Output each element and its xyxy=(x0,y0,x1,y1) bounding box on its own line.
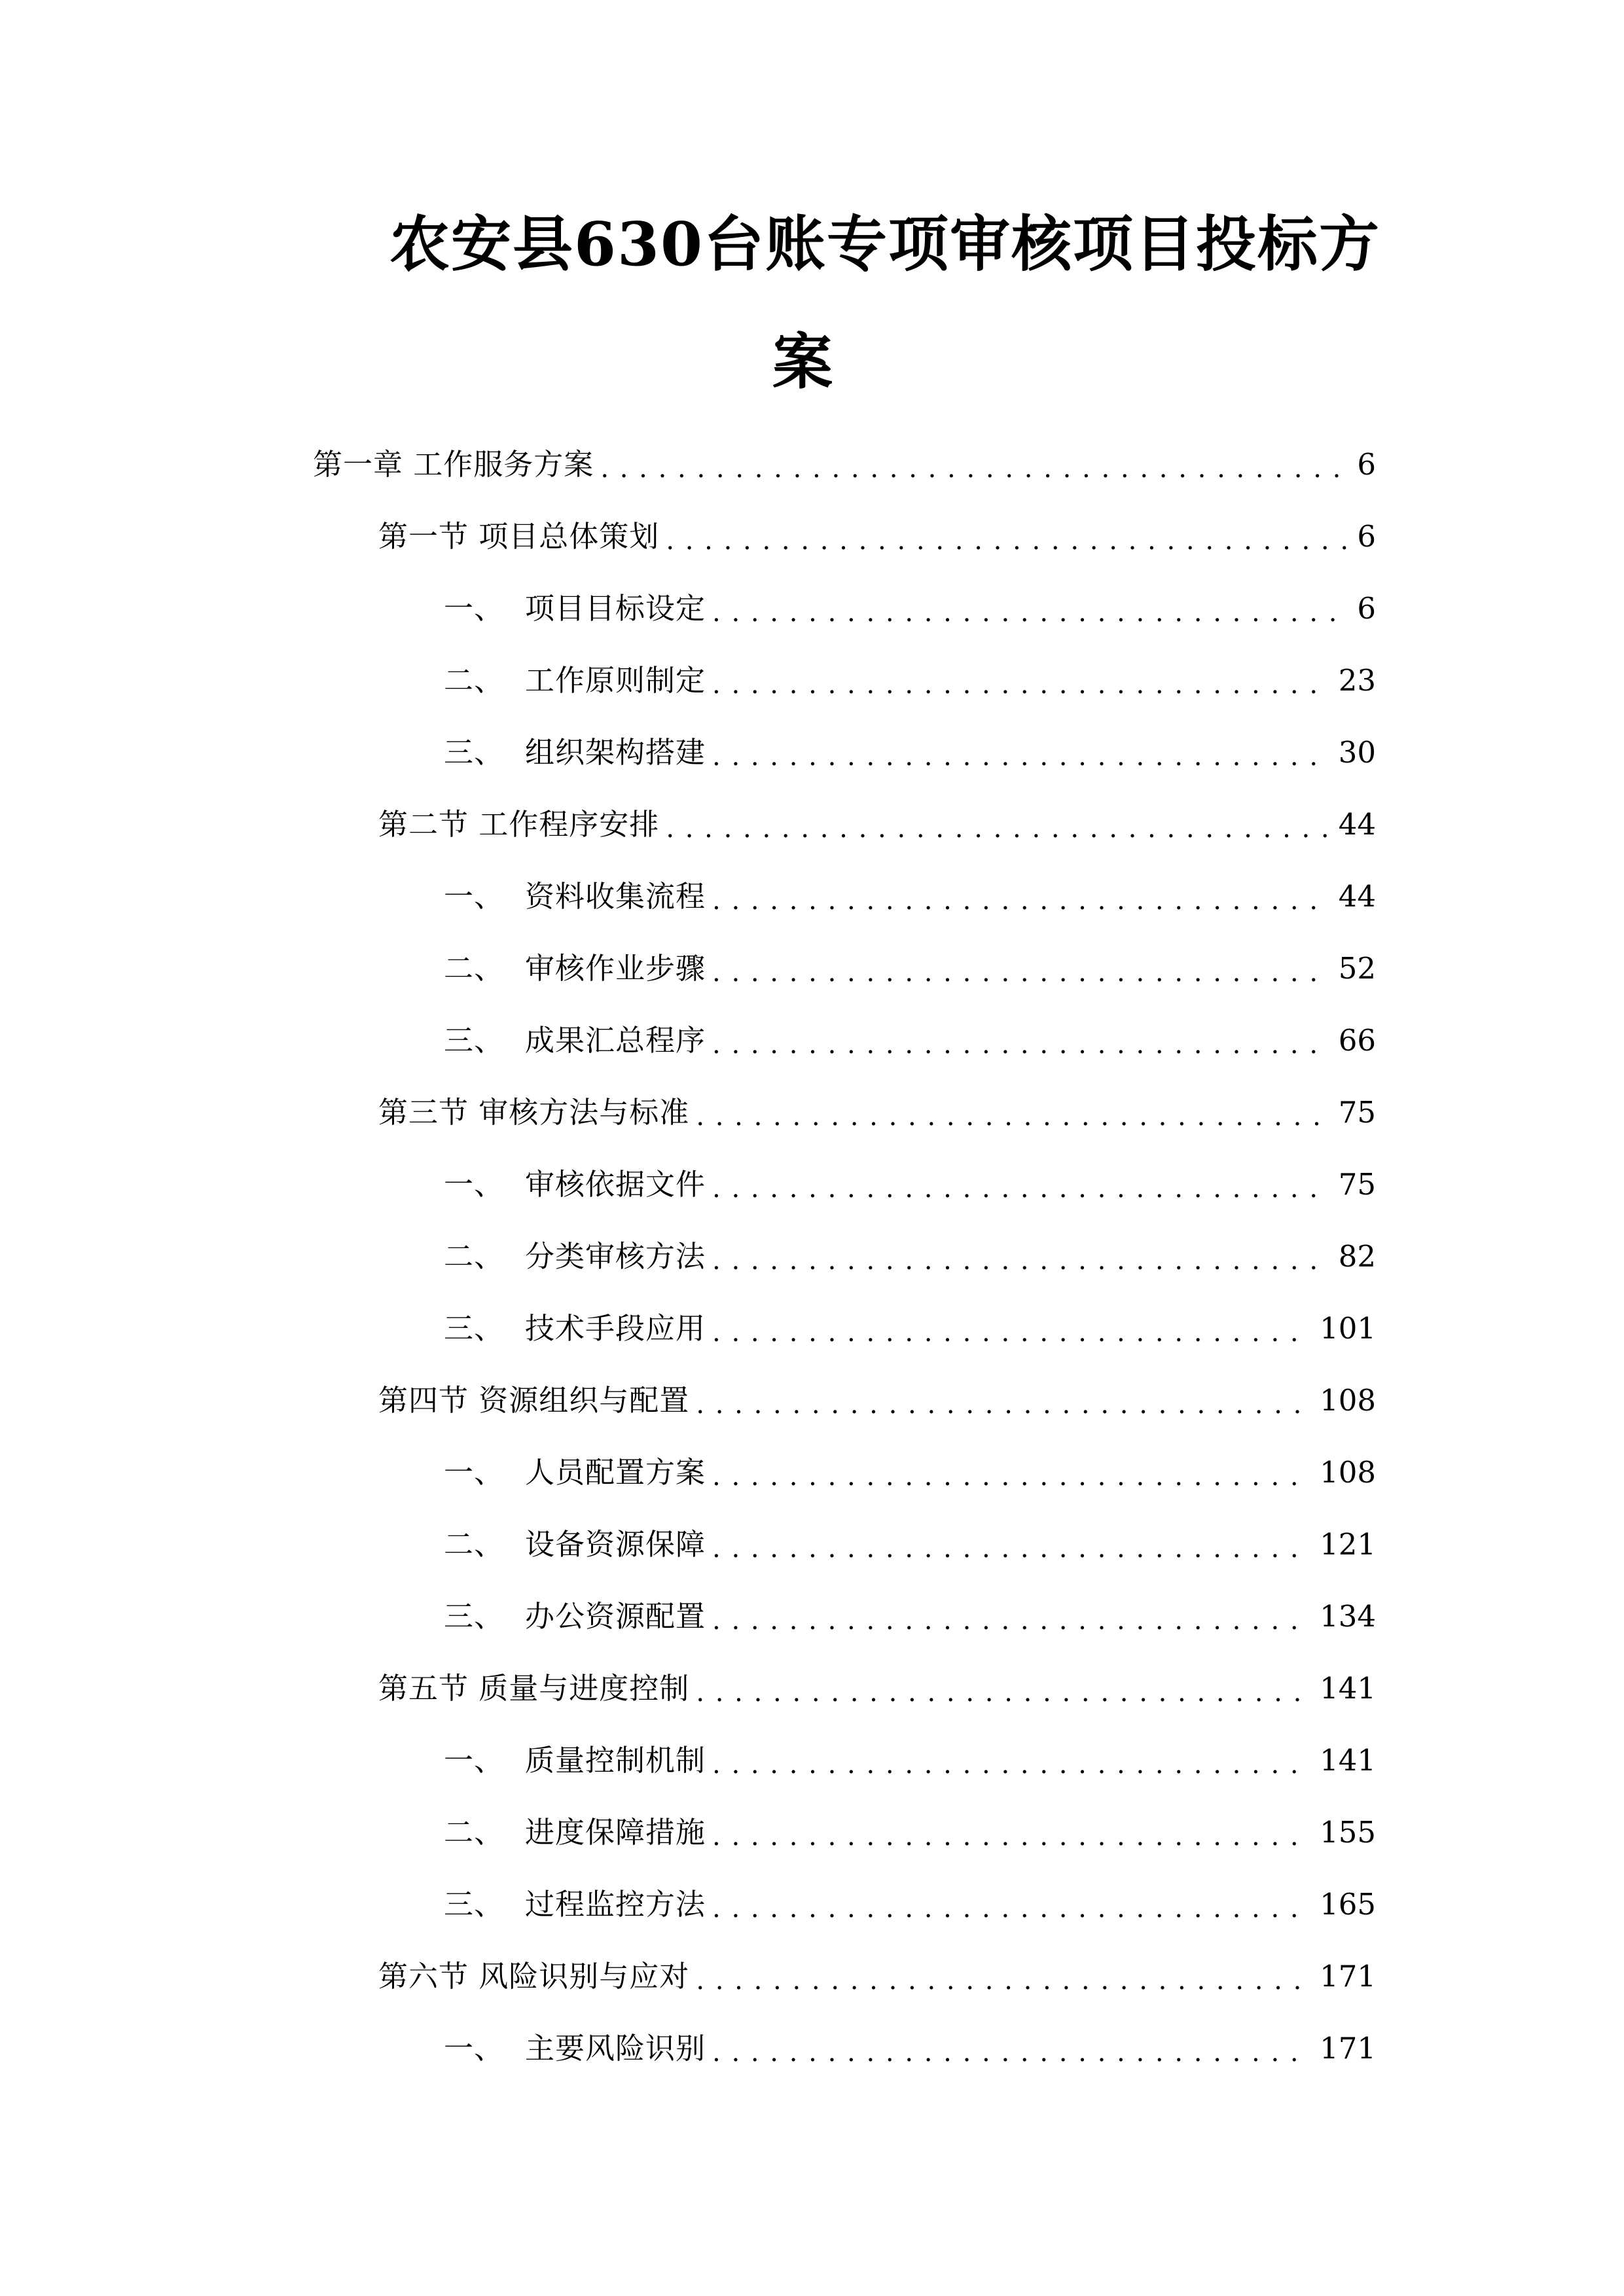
toc-entry-page: 101 xyxy=(1320,1311,1376,1346)
toc-entry-text: 设备资源保障 xyxy=(525,1527,706,1562)
toc-entry-label xyxy=(444,1741,712,1780)
toc-entry-text: 技术手段应用 xyxy=(525,1311,706,1346)
toc-dot-leader xyxy=(712,589,1348,628)
toc-dot-leader xyxy=(712,1741,1310,1780)
toc-entry-number: 一、 xyxy=(444,591,505,626)
toc-entry-page: 171 xyxy=(1320,2031,1376,2066)
toc-entry-page: 165 xyxy=(1320,1887,1376,1922)
toc-entry-label: 第一节 项目总体策划 xyxy=(378,519,660,554)
toc-entry-number: 一、 xyxy=(444,1455,505,1490)
toc-dot-leader xyxy=(712,877,1329,916)
toc-subsection-entry[interactable] xyxy=(444,1229,1376,1276)
toc-dot-leader xyxy=(712,1309,1310,1348)
toc-dot-leader xyxy=(712,1597,1310,1636)
toc-entry-label xyxy=(444,877,712,916)
document-title-line-1: 农安县630台账专项审核项目投标方 xyxy=(389,209,1381,279)
toc-entry-number: 二、 xyxy=(444,663,505,698)
toc-subsection-entry[interactable] xyxy=(444,1301,1376,1348)
toc-dot-leader xyxy=(712,949,1329,988)
toc-entry-page: 121 xyxy=(1320,1527,1376,1562)
toc-entry-page: 6 xyxy=(1357,519,1376,554)
toc-dot-leader xyxy=(712,661,1329,700)
toc-entry-label xyxy=(444,733,712,772)
toc-chapter-entry[interactable] xyxy=(313,437,1376,484)
toc-dot-leader xyxy=(712,1525,1310,1564)
toc-entry-label xyxy=(444,589,712,628)
toc-subsection-entry[interactable] xyxy=(444,1877,1376,1924)
toc-dot-leader xyxy=(712,2029,1310,2068)
toc-entry-label xyxy=(444,1453,712,1492)
toc-entry-page: 6 xyxy=(1357,447,1376,482)
toc-entry-text: 资料收集流程 xyxy=(525,879,706,914)
toc-dot-leader xyxy=(666,517,1348,556)
toc-entry-text: 人员配置方案 xyxy=(525,1455,706,1490)
toc-entry-page: 141 xyxy=(1320,1743,1376,1778)
toc-entry-text: 审核作业步骤 xyxy=(525,951,706,986)
toc-entry-number: 二、 xyxy=(444,1815,505,1850)
toc-entry-label xyxy=(444,1021,712,1060)
toc-entry-label: 第三节 审核方法与标准 xyxy=(378,1095,690,1130)
toc-subsection-entry[interactable] xyxy=(444,1589,1376,1636)
toc-entry-page: 75 xyxy=(1338,1095,1376,1130)
toc-section-entry[interactable] xyxy=(378,1085,1376,1132)
toc-entry-page: 44 xyxy=(1338,807,1376,842)
toc-dot-leader xyxy=(712,1813,1310,1852)
toc-entry-label xyxy=(444,1309,712,1348)
toc-subsection-entry[interactable] xyxy=(444,653,1376,700)
toc-section-entry[interactable] xyxy=(378,797,1376,844)
toc-entry-number: 二、 xyxy=(444,1239,505,1274)
toc-dot-leader xyxy=(712,1453,1310,1492)
toc-entry-page: 108 xyxy=(1320,1383,1376,1418)
toc-entry-page: 75 xyxy=(1338,1167,1376,1202)
toc-entry-number: 三、 xyxy=(444,1599,505,1634)
toc-entry-text: 进度保障措施 xyxy=(525,1815,706,1850)
toc-entry-number: 一、 xyxy=(444,879,505,914)
toc-subsection-entry[interactable] xyxy=(444,1157,1376,1204)
toc-entry-page: 82 xyxy=(1338,1239,1376,1274)
toc-dot-leader xyxy=(696,1957,1310,1996)
toc-dot-leader xyxy=(666,805,1329,844)
toc-entry-number: 三、 xyxy=(444,1887,505,1922)
toc-entry-page: 52 xyxy=(1338,951,1376,986)
toc-entry-page: 23 xyxy=(1338,663,1376,698)
toc-entry-label: 第五节 质量与进度控制 xyxy=(378,1671,690,1706)
toc-entry-page: 134 xyxy=(1320,1599,1376,1634)
toc-entry-label xyxy=(444,1813,712,1852)
toc-subsection-entry[interactable] xyxy=(444,581,1376,628)
toc-section-entry[interactable] xyxy=(378,1661,1376,1708)
toc-dot-leader xyxy=(696,1669,1310,1708)
toc-entry-page: 171 xyxy=(1320,1959,1376,1994)
toc-section-entry[interactable] xyxy=(378,1373,1376,1420)
toc-entry-label xyxy=(444,661,712,700)
toc-subsection-entry[interactable] xyxy=(444,1517,1376,1564)
toc-section-entry[interactable] xyxy=(378,1949,1376,1996)
toc-dot-leader xyxy=(712,1885,1310,1924)
toc-dot-leader xyxy=(696,1093,1329,1132)
toc-entry-number: 二、 xyxy=(444,951,505,986)
toc-entry-label xyxy=(444,1525,712,1564)
toc-subsection-entry[interactable] xyxy=(444,869,1376,916)
toc-entry-text: 工作原则制定 xyxy=(525,663,706,698)
toc-entry-number: 一、 xyxy=(444,1743,505,1778)
toc-entry-number: 一、 xyxy=(444,2031,505,2066)
toc-subsection-entry[interactable] xyxy=(444,1805,1376,1852)
toc-entry-page: 108 xyxy=(1320,1455,1376,1490)
toc-entry-label: 第四节 资源组织与配置 xyxy=(378,1383,690,1418)
toc-dot-leader xyxy=(712,733,1329,772)
toc-entry-text: 分类审核方法 xyxy=(525,1239,706,1274)
toc-dot-leader xyxy=(712,1165,1329,1204)
toc-dot-leader xyxy=(712,1021,1329,1060)
toc-entry-text: 审核依据文件 xyxy=(525,1167,706,1202)
toc-entry-text: 组织架构搭建 xyxy=(525,735,706,770)
toc-entry-page: 155 xyxy=(1320,1815,1376,1850)
toc-subsection-entry[interactable] xyxy=(444,1733,1376,1780)
toc-subsection-entry[interactable] xyxy=(444,941,1376,988)
toc-subsection-entry[interactable] xyxy=(444,1445,1376,1492)
toc-entry-label xyxy=(444,1597,712,1636)
toc-entry-number: 三、 xyxy=(444,735,505,770)
toc-dot-leader xyxy=(712,1237,1329,1276)
toc-section-entry[interactable] xyxy=(378,509,1376,556)
toc-entry-text: 成果汇总程序 xyxy=(525,1023,706,1058)
toc-entry-number: 二、 xyxy=(444,1527,505,1562)
toc-entry-page: 141 xyxy=(1320,1671,1376,1706)
toc-entry-text: 项目目标设定 xyxy=(525,591,706,626)
toc-entry-page: 44 xyxy=(1338,879,1376,914)
toc-entry-label xyxy=(444,1165,712,1204)
toc-entry-number: 三、 xyxy=(444,1311,505,1346)
toc-subsection-entry[interactable] xyxy=(444,1013,1376,1060)
toc-entry-label xyxy=(444,1885,712,1924)
toc-entry-label xyxy=(444,949,712,988)
toc-entry-label: 第一章 工作服务方案 xyxy=(313,447,594,482)
document-title-line-2: 案 xyxy=(772,327,835,397)
toc-entry-text: 主要风险识别 xyxy=(525,2031,706,2066)
toc-entry-label xyxy=(444,2029,712,2068)
toc-entry-text: 质量控制机制 xyxy=(525,1743,706,1778)
toc-entry-text: 过程监控方法 xyxy=(525,1887,706,1922)
toc-subsection-entry[interactable] xyxy=(444,725,1376,772)
toc-dot-leader xyxy=(600,445,1348,484)
toc-entry-number: 一、 xyxy=(444,1167,505,1202)
toc-entry-page: 6 xyxy=(1357,591,1376,626)
toc-entry-label: 第六节 风险识别与应对 xyxy=(378,1959,690,1994)
toc-dot-leader xyxy=(696,1381,1310,1420)
toc-entry-text: 办公资源配置 xyxy=(525,1599,706,1634)
toc-entry-label: 第二节 工作程序安排 xyxy=(378,807,660,842)
toc-entry-label xyxy=(444,1237,712,1276)
toc-entry-page: 30 xyxy=(1338,735,1376,770)
toc-entry-page: 66 xyxy=(1338,1023,1376,1058)
toc-subsection-entry[interactable] xyxy=(444,2021,1376,2068)
toc-entry-number: 三、 xyxy=(444,1023,505,1058)
